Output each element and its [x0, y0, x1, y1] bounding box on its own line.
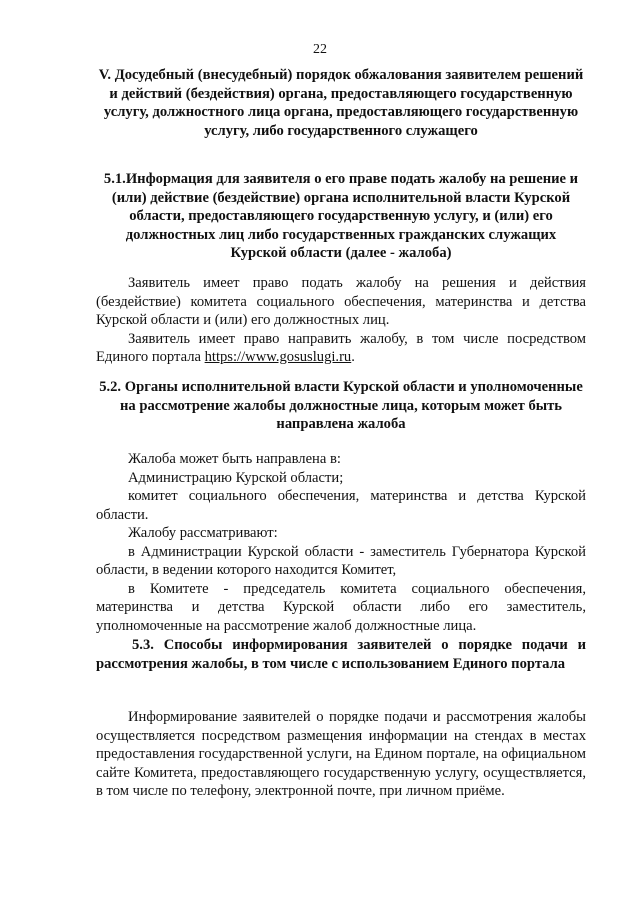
section-5-title: V. Досудебный (внесудебный) порядок обжалования заявителем решений и действий (бездействия) органа, предоставляющего государственную услугу, должностного лица органа, предоставляющего государственную услугу, либо государственного служащего — [98, 67, 584, 139]
section-5-1-paragraph-2 — [96, 330, 586, 367]
section-5-1-paragraph-2-end: . — [351, 349, 355, 365]
section-5-2-paragraph-5: в Администрации Курской области - заместитель Губернатора Курской области, в ведении которого находится Комитет, — [96, 543, 586, 578]
gosuslugi-link[interactable]: https://www.gosuslugi.ru — [204, 349, 352, 365]
page-number: 22 — [313, 42, 327, 57]
section-5-1-heading: 5.1.Информация для заявителя о его праве подать жалобу на решение и (или) действие (бездействие) органа исполнительной власти Курской области, предоставляющего государственную услугу, и (или) его должностных лиц либо государственных гражданских служащих Курской области (далее - жалоба) — [103, 171, 579, 261]
section-5-2-paragraph-3: комитет социального обеспечения, материнства и детства Курской области. — [96, 488, 586, 523]
section-5-2-body — [96, 450, 586, 635]
section-5-3-paragraph-1: Информирование заявителей о порядке подачи и рассмотрения жалобы осуществляется посредством размещения информации на стендах в местах предоставления государственной услуги, на Едином портале, на официальном сайте Комитета, предоставляющего государственную услугу, осуществляется, в том числе по телефону, электронной почте, при личном приёме. — [96, 709, 586, 799]
section-5-2-heading: 5.2. Органы исполнительной власти Курской области и уполномоченные на рассмотрение жалобы должностные лица, которым может быть направлена жалоба — [99, 379, 583, 432]
section-5-3-heading-text: 5.3. Способы информирования заявителей о порядке подачи и рассмотрения жалобы, в том числе с использованием Единого портала — [96, 637, 586, 672]
section-5-2-paragraph-4: Жалобу рассматривают: — [128, 525, 278, 541]
section-5-1-paragraph-2-text: Заявитель имеет право направить жалобу, в том числе посредством Единого портала — [96, 330, 586, 365]
section-5-2-paragraph-6: в Комитете - председатель комитета социального обеспечения, материнства и детства Курской области либо его заместитель, уполномоченные на рассмотрение жалоб должностные лица. — [96, 580, 586, 634]
section-5-2-paragraph-2: Администрацию Курской области; — [128, 469, 344, 486]
section-5-3-heading — [96, 636, 586, 673]
section-5-3-body — [96, 708, 586, 801]
section-5-1-paragraph-1: Заявитель имеет право подать жалобу на решения и действия (бездействие) комитета социального обеспечения, материнства и детства Курской области и (или) его должностных лиц. — [96, 275, 586, 328]
section-5-2-paragraph-1: Жалоба может быть направлена в: — [128, 451, 341, 467]
section-5-1-body — [96, 274, 586, 367]
